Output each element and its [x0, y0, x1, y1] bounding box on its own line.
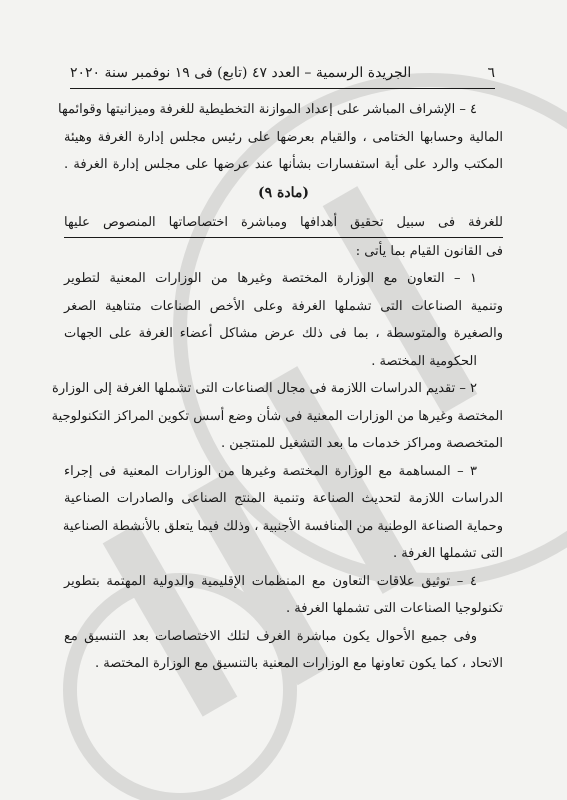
- text-line: المتخصصة ومراكز خدمات ما بعد التشغيل للمنتجين .: [221, 436, 503, 451]
- text-line: المالية وحسابها الختامى ، والقيام بعرضها على رئيس مجلس إدارة الغرفة وهيئة: [64, 129, 503, 145]
- text-line: ٢ – تقديم الدراسات اللازمة فى مجال الصناعات التى تشملها الغرفة إلى الوزارة: [52, 381, 477, 396]
- text-line: ٣ – المساهمة مع الوزارة المختصة وغيرها من الوزارات المعنية فى إجراء: [64, 463, 477, 479]
- item-4-relations: [64, 568, 503, 623]
- page-number: ٦: [487, 65, 495, 81]
- item-1-cooperation: [64, 265, 503, 375]
- text-line: الحكومية المختصة .: [371, 353, 477, 369]
- text-line: ٤ – الإشراف المباشر على إعداد الموازنة التخطيطية للغرفة وميزانيتها وقوائمها: [58, 102, 477, 117]
- text-line: الاتحاد ، كما يكون تعاونها مع الوزارات المعنية بالتنسيق مع الوزارة المختصة .: [94, 656, 503, 671]
- item-4-financial: [58, 96, 503, 179]
- text-line: والصغيرة والمتوسطة ، بما فى ذلك عرض مشاكل أعضاء الغرفة على الجهات: [64, 326, 503, 341]
- text-line: فى القانون القيام بما يأتى :: [355, 243, 503, 259]
- text-line: للغرفة فى سبيل تحقيق أهدافها ومباشرة اختصاصاتها المنصوص عليها: [64, 209, 503, 238]
- text-line: وحماية الصناعة الوطنية من المنافسة الأجنبية ، وذلك فيما يتعلق بالأنشطة الصناعية: [62, 518, 503, 534]
- text-line: ٤ – توثيق علاقات التعاون مع المنظمات الإقليمية والدولية المهتمة بتطوير: [64, 573, 477, 589]
- text-line: وفى جميع الأحوال يكون مباشرة الغرف لتلك الاختصاصات بعد التنسيق مع: [64, 628, 477, 644]
- text-line: الدراسات اللازمة لتحديث الصناعة وتنمية المنتج الصناعى والصادرات الصناعية: [64, 491, 503, 506]
- document-body: [51, 96, 503, 678]
- gazette-title: الجريدة الرسمية – العدد ٤٧ (تابع) فى ١٩ نوفمبر سنة ٢٠٢٠: [70, 65, 412, 81]
- text-line: التى تشملها الغرفة .: [392, 546, 503, 561]
- page-header: [70, 60, 495, 86]
- text-line: ١ – التعاون مع الوزارة المختصة وغيرها من الوزارات المعنية لتطوير: [64, 271, 477, 286]
- item-2-studies: [51, 375, 503, 458]
- text-line: المختصة وغيرها من الوزارات المعنية فى شأن وضع أسس تكوين المراكز التكنولوجية: [51, 408, 503, 424]
- article-intro: [64, 209, 503, 265]
- text-line: تكنولوجيا الصناعات التى تشملها الغرفة .: [285, 601, 503, 616]
- item-3-contribution: [64, 458, 503, 568]
- text-line: المكتب والرد على أية استفسارات بشأنها عند عرضها على مجلس إدارة الغرفة .: [64, 157, 503, 172]
- text-line: وتنمية الصناعات التى تشملها الغرفة وعلى الأخص الصناعات متناهية الصغر: [64, 298, 503, 314]
- closing-paragraph: [64, 623, 503, 678]
- article-heading: (مادة ٩): [258, 184, 309, 201]
- header-divider: [70, 88, 495, 89]
